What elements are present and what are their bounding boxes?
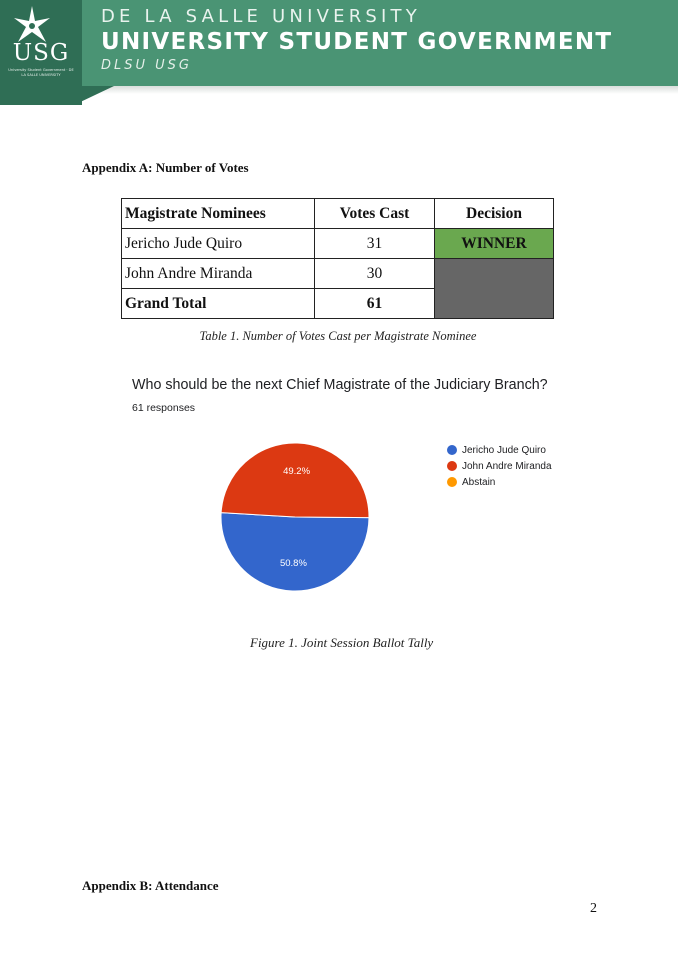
legend-item (447, 458, 552, 474)
winner-badge: WINNER (435, 229, 554, 259)
nominee-votes: 30 (315, 259, 435, 289)
nominee-name: Jericho Jude Quiro (122, 229, 315, 259)
header-nominees: Magistrate Nominees (122, 199, 315, 229)
legend-dot-icon (447, 445, 457, 455)
pie-label-1: 49.2% (283, 466, 311, 478)
nominee-name: John Andre Miranda (122, 259, 315, 289)
votes-table (121, 198, 554, 319)
grand-total-votes: 61 (315, 289, 435, 319)
form-question: Who should be the next Chief Magistrate of the Judiciary Branch? (132, 377, 548, 393)
table-row (122, 259, 554, 289)
table-header-row (122, 199, 554, 229)
ballot-pie-chart (217, 439, 373, 595)
legend-label: Jericho Jude Quiro (462, 444, 546, 456)
legend-item (447, 442, 552, 458)
grand-total-label: Grand Total (122, 289, 315, 319)
university-name: DE LA SALLE UNIVERSITY (101, 6, 421, 27)
legend-dot-icon (447, 477, 457, 487)
pie-slice-1 (221, 443, 369, 518)
legend-dot-icon (447, 461, 457, 471)
response-count: 61 responses (132, 402, 196, 414)
legend-label: John Andre Miranda (462, 460, 552, 472)
table-caption: Table 1. Number of Votes Cast per Magistrate Nominee (199, 329, 477, 343)
header-votes: Votes Cast (315, 199, 435, 229)
pie-slice-0 (221, 513, 369, 591)
table-row (122, 229, 554, 259)
appendix-b-title: Appendix B: Attendance (82, 878, 219, 893)
nominee-votes: 31 (315, 229, 435, 259)
organization-name: UNIVERSITY STUDENT GOVERNMENT (101, 29, 613, 55)
logo-subtext: University Student Government · DE LA SALLE UNIVERSITY (8, 68, 74, 77)
header-decision: Decision (435, 199, 554, 229)
page-header (0, 0, 678, 86)
legend-item (447, 474, 552, 490)
pie-label-0: 50.8% (279, 557, 307, 569)
usg-logo (0, 0, 82, 105)
figure-caption: Figure 1. Joint Session Ballot Tally (250, 635, 434, 650)
logo-text: USG (12, 40, 70, 66)
organization-abbreviation: DLSU USG (101, 58, 192, 73)
decision-blank-cell (435, 259, 554, 319)
legend-label: Abstain (462, 476, 496, 488)
chart-legend (447, 442, 552, 490)
logo-ribbon (74, 86, 114, 105)
appendix-a-title: Appendix A: Number of Votes (82, 160, 249, 175)
page-number: 2 (590, 901, 597, 916)
